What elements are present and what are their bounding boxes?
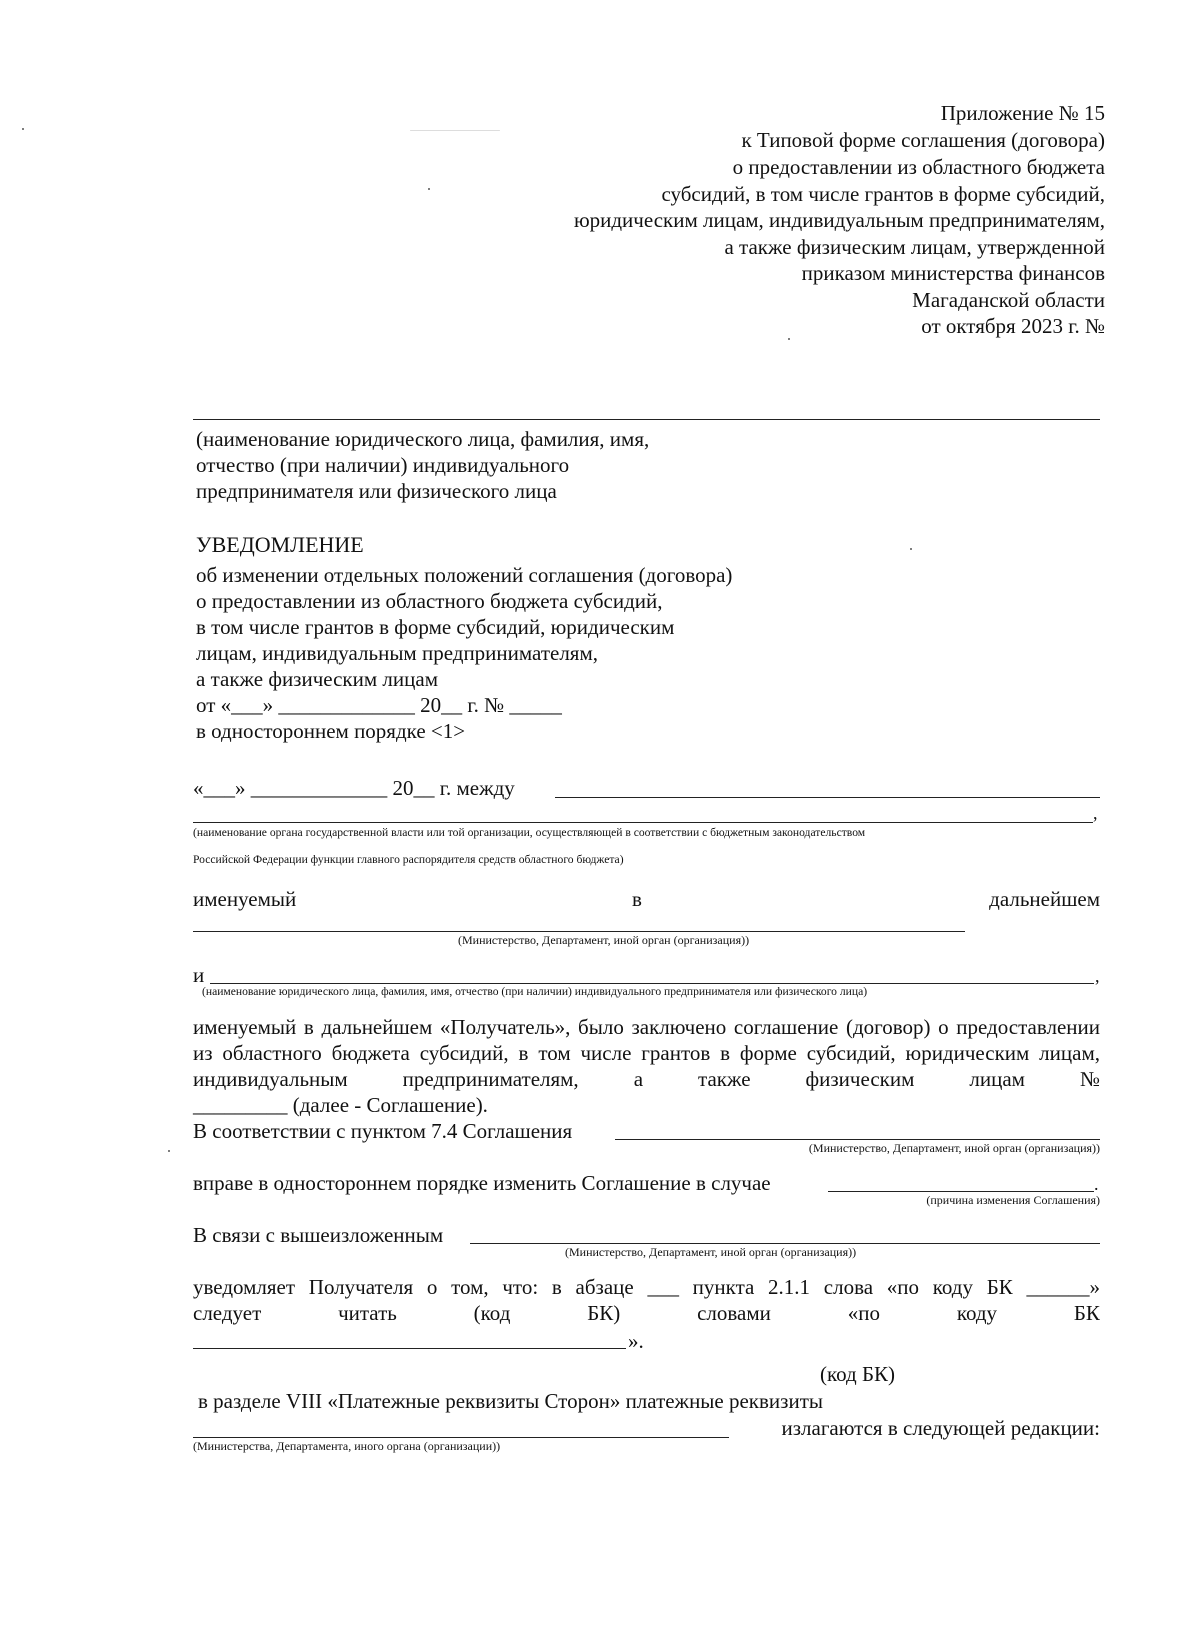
right-text: вправе в одностороннем порядке изменить Соглашение в случае — [193, 1171, 771, 1195]
notify-word: читать — [338, 1301, 397, 1325]
reason-line — [828, 1191, 1094, 1192]
notify-word: следует — [193, 1301, 262, 1325]
notice-line: о предоставлении из областного бюджета субсидий, — [196, 589, 663, 613]
notice-date-line: от «___» _____________ 20__ г. № _____ — [196, 693, 562, 717]
connection-text: В связи с вышеизложенным — [193, 1223, 444, 1247]
connection-line — [470, 1243, 1100, 1244]
scan-speck — [22, 128, 24, 130]
notify-word: словами — [697, 1301, 771, 1325]
ministry-line — [193, 931, 965, 932]
notice-line: а также физическим лицам — [196, 667, 438, 691]
period-mark: . — [1094, 1174, 1099, 1194]
notify-word: коду — [956, 1301, 998, 1325]
kbk-caption: (код БК) — [820, 1362, 896, 1386]
scan-speck — [168, 1150, 170, 1152]
notify-word: «по — [847, 1301, 880, 1325]
notice-line: об изменении отдельных положений соглашения (договора) — [196, 563, 733, 587]
header-line: юридическим лицам, индивидуальным предпринимателям, — [573, 208, 1105, 232]
accordance-text: В соответствии с пунктом 7.4 Соглашения — [193, 1119, 573, 1143]
header-line: приказом министерства финансов — [801, 261, 1105, 285]
notify-word: (код — [473, 1301, 511, 1325]
notify-word: БК) — [587, 1301, 621, 1325]
agreement-date-line: «___» _____________ 20__ г. между — [193, 776, 515, 800]
comma-mark: , — [1095, 966, 1100, 986]
organ-caption: Российской Федерации функции главного распорядителя средств областного бюджета) — [193, 853, 624, 866]
ministry-caption: (Министерство, Департамент, иной орган (организация)) — [808, 1141, 1100, 1155]
notify-line: уведомляет Получателя о том, что: в абзаце ___ пункта 2.1.1 слова «по коду БК ______» — [193, 1275, 1100, 1299]
comma-mark: , — [1093, 803, 1098, 823]
recipient-caption-line: предпринимателя или физического лица — [196, 479, 557, 503]
scan-speck — [910, 548, 912, 550]
header-line: о предоставлении из областного бюджета — [732, 155, 1105, 179]
named-word: в — [632, 887, 642, 911]
payment-details-line — [193, 1437, 729, 1438]
stated-text: излагаются в следующей редакции: — [781, 1416, 1100, 1440]
recipient-line — [210, 983, 1094, 984]
ministry-caption: (Министерство, Департамент, иной орган (организация)) — [458, 933, 750, 947]
and-word: и — [193, 963, 205, 987]
notice-title: УВЕДОМЛЕНИЕ — [196, 532, 364, 557]
header-line: от октября 2023 г. № — [921, 314, 1105, 338]
agreement-paragraph: именуемый в дальнейшем «Получатель», было заключено соглашение (договор) о предоставлении из областного бюджета субсидий, в том числе грантов в форме субсидий, юридическим лицам, индивидуальным предпринимателям, а также физическим лицам № — [193, 1015, 1100, 1091]
scan-speck — [788, 338, 790, 340]
recipient-caption-line: (наименование юридического лица, фамилия, имя, — [196, 427, 650, 451]
named-word: именуемый — [193, 887, 297, 911]
scan-speck — [410, 130, 500, 131]
scan-speck — [428, 188, 430, 190]
recipient-caption: (наименование юридического лица, фамилия, имя, отчество (при наличии) индивидуального предпринимателя или физического лица) — [202, 985, 868, 998]
header-line: Приложение № 15 — [940, 101, 1105, 125]
kbk-line — [193, 1348, 626, 1349]
recipient-name-line — [193, 419, 1100, 420]
section-text: в разделе VIII «Платежные реквизиты Сторон» платежные реквизиты — [198, 1389, 823, 1413]
notify-word: БК — [1073, 1301, 1100, 1325]
reason-caption: (причина изменения Соглашения) — [926, 1193, 1100, 1207]
notice-line: в том числе грантов в форме субсидий, юридическим — [196, 615, 675, 639]
ministry-genitive-caption: (Министерства, Департамента, иного органа (организации)) — [193, 1439, 501, 1453]
organ-caption: (наименование органа государственной власти или той организации, осуществляющей в соответствии с бюджетным законодательством — [193, 826, 866, 839]
party-name-line — [555, 797, 1100, 798]
notice-line: лицам, индивидуальным предпринимателям, — [196, 641, 598, 665]
kbk-line-end: ». — [628, 1329, 644, 1353]
ministry-caption: (Министерство, Департамент, иной орган (организация)) — [565, 1245, 857, 1259]
header-line: к Типовой форме соглашения (договора) — [741, 128, 1105, 152]
notice-line: в одностороннем порядке <1> — [196, 719, 466, 743]
accordance-line — [615, 1139, 1100, 1140]
agreement-paragraph-end: _________ (далее - Соглашение). — [193, 1093, 488, 1117]
notify-line-2 — [193, 1300, 1100, 1326]
header-line: субсидий, в том числе грантов в форме субсидий, — [661, 182, 1105, 206]
party-name-line-2 — [193, 822, 1093, 823]
named-word: дальнейшем — [989, 887, 1100, 911]
header-line: Магаданской области — [912, 288, 1105, 312]
recipient-caption-line: отчество (при наличии) индивидуального — [196, 453, 570, 477]
header-line: а также физическим лицам, утвержденной — [724, 235, 1105, 259]
